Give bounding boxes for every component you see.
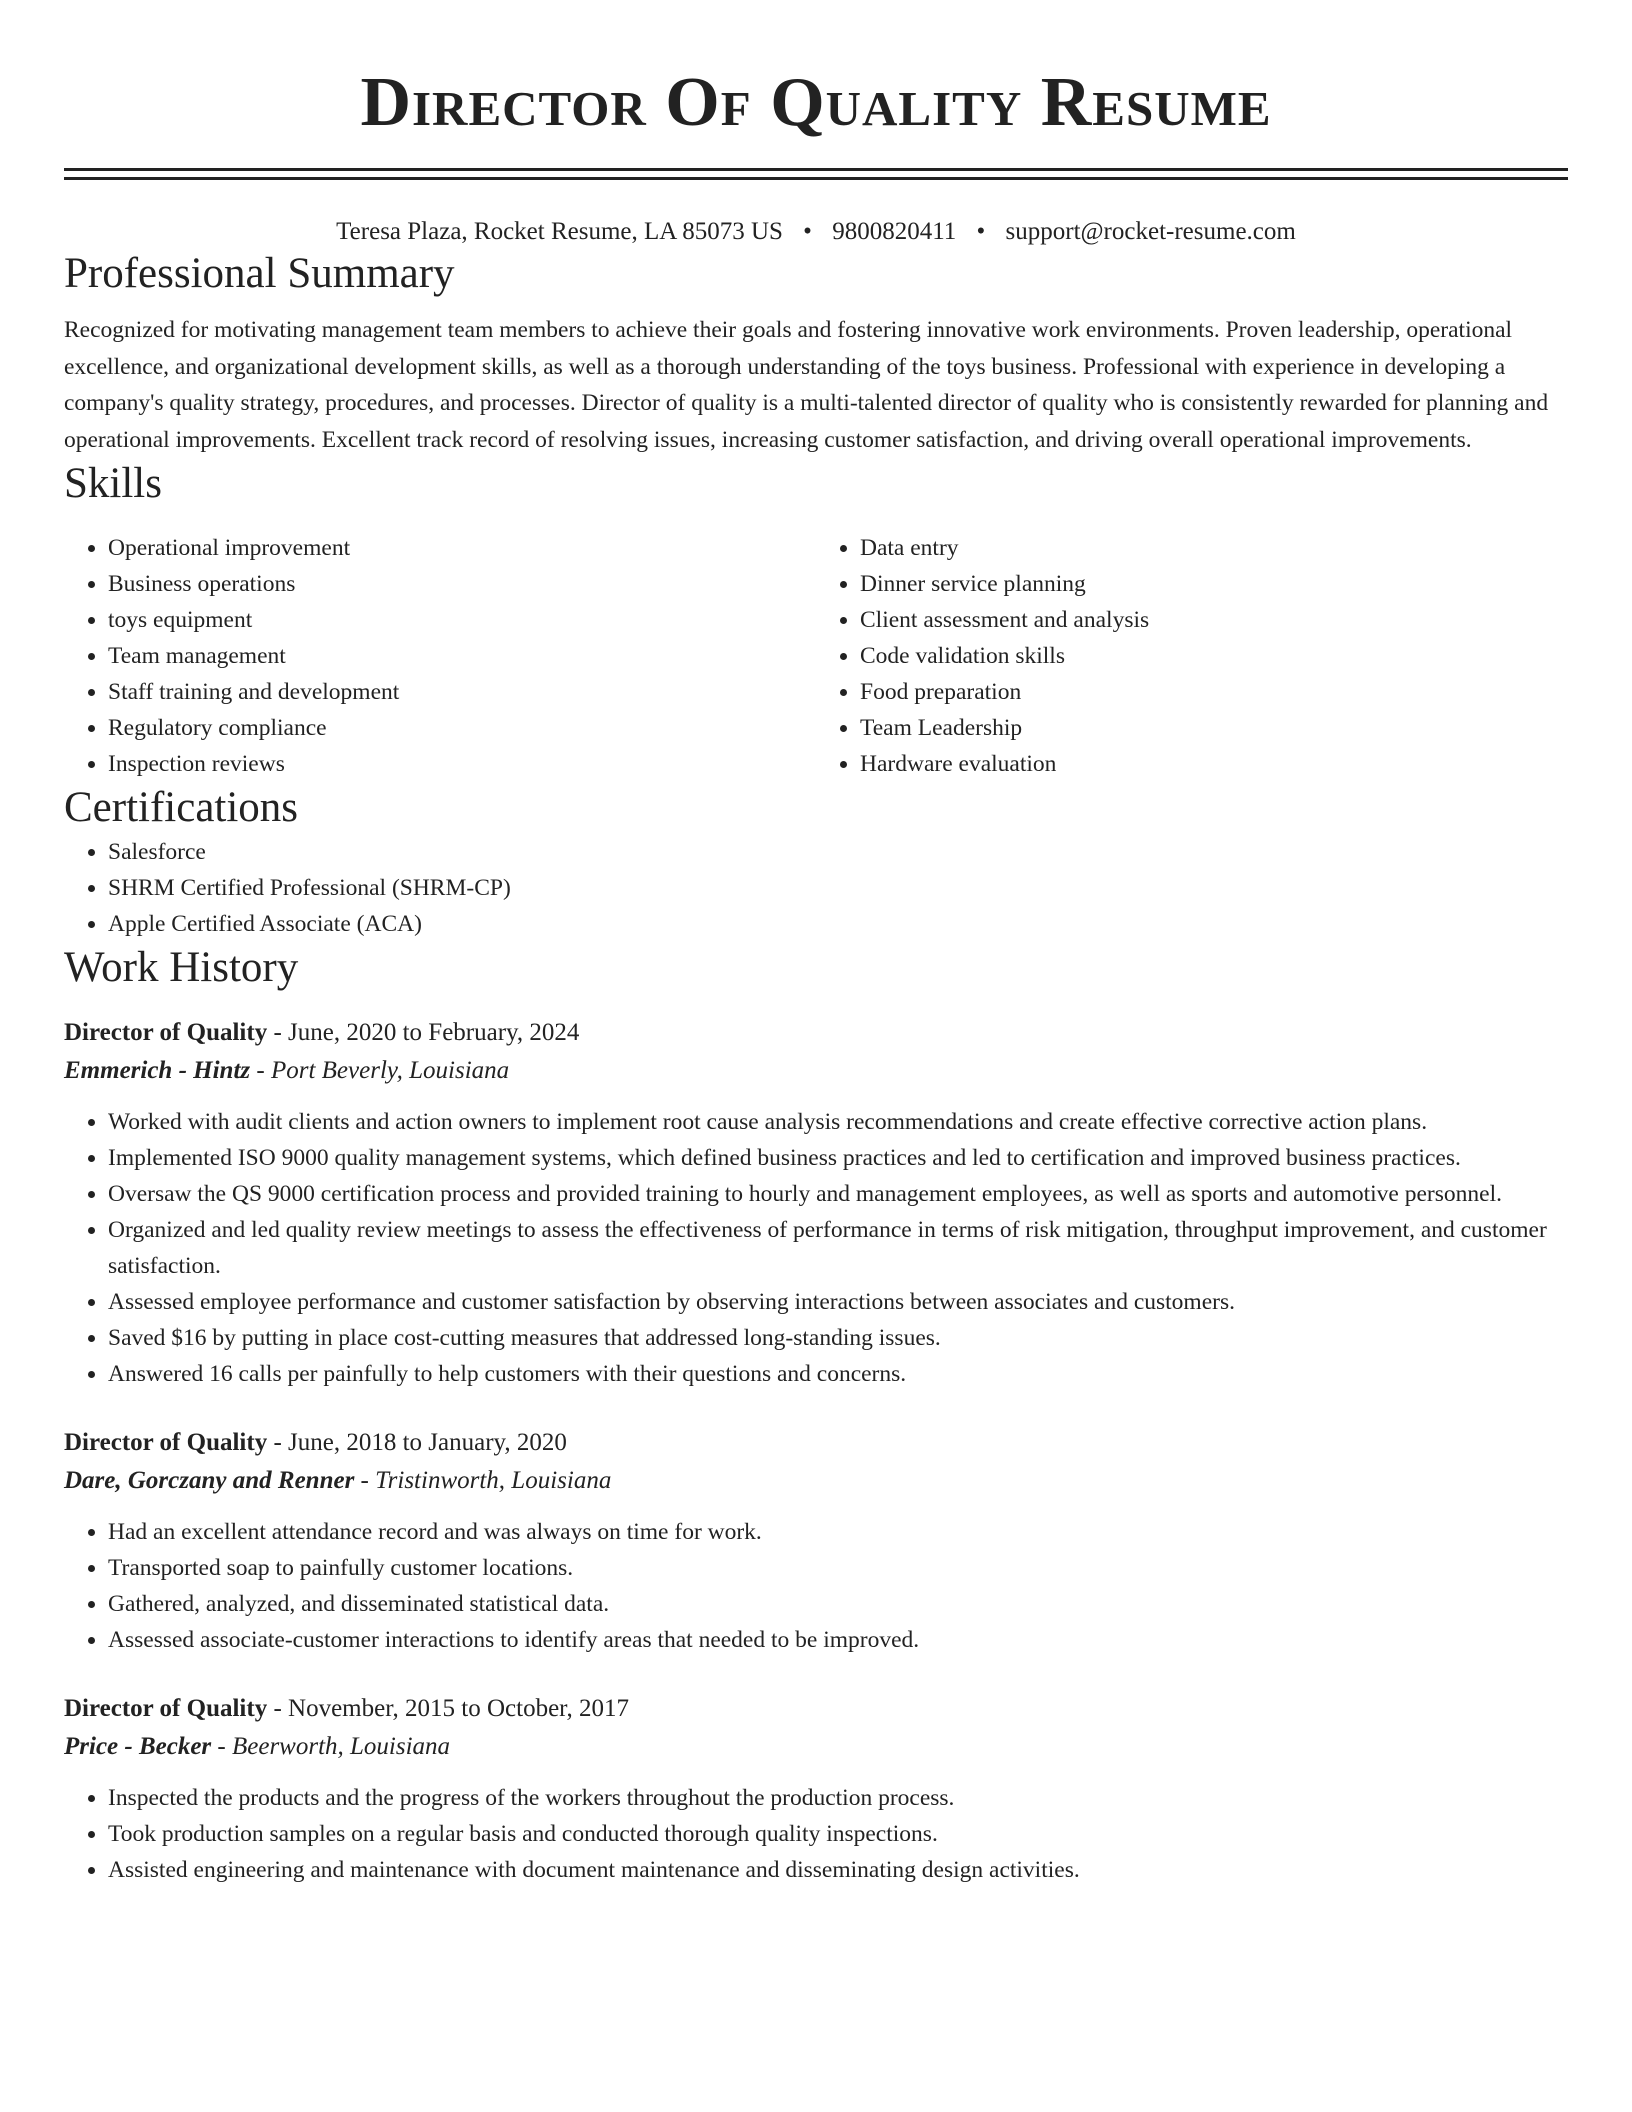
job-bullets	[64, 1780, 1568, 1888]
skills-column-right	[816, 530, 1568, 782]
skills-list-left	[64, 530, 816, 782]
job-title-line	[64, 1014, 1568, 1052]
job-bullets	[64, 1514, 1568, 1658]
job-company-line	[64, 1728, 1568, 1766]
skill-item: • Food preparation	[860, 674, 1568, 710]
job-dates: - June, 2018 to January, 2020	[267, 1429, 567, 1456]
skill-item: • Staff training and development	[108, 674, 816, 710]
job-bullet: • Inspected the products and the progress of the workers throughout the production process.	[108, 1780, 1568, 1816]
job-entry	[64, 1690, 1568, 1888]
skill-item: • Inspection reviews	[108, 746, 816, 782]
job-title: Director of Quality	[64, 1429, 268, 1456]
job-dates: - November, 2015 to October, 2017	[267, 1695, 630, 1722]
skill-item: • Hardware evaluation	[860, 746, 1568, 782]
certifications-heading: Certifications	[64, 784, 299, 831]
skill-item: • Data entry	[860, 530, 1568, 566]
job-bullet: • Had an excellent attendance record and was always on time for work.	[108, 1514, 1568, 1550]
contact-separator: •	[803, 218, 812, 245]
job-company-line	[64, 1462, 1568, 1500]
skill-item: • Regulatory compliance	[108, 710, 816, 746]
page-title: Director Of Quality Resume	[360, 64, 1272, 141]
contact-email[interactable]: support@rocket-resume.com	[1005, 218, 1296, 245]
job-bullet: • Organized and led quality review meetings to assess the effectiveness of performance in terms of risk mitigation, throughput improvement, and customer satisfaction.	[108, 1212, 1568, 1284]
skills-heading: Skills	[64, 460, 162, 507]
job-bullets	[64, 1104, 1568, 1392]
contact-phone[interactable]: 9800820411	[832, 218, 957, 245]
skill-item: • Code validation skills	[860, 638, 1568, 674]
skill-item: • toys equipment	[108, 602, 816, 638]
resume-content	[64, 0, 1568, 1888]
job-company-line	[64, 1052, 1568, 1090]
job-dates: - June, 2020 to February, 2024	[267, 1019, 580, 1046]
skills-column-left	[64, 530, 816, 782]
job-company: Dare, Gorczany and Renner	[64, 1467, 355, 1494]
job-bullet: • Oversaw the QS 9000 certification process and provided training to hourly and management employees, as well as sports and automotive personnel.	[108, 1176, 1568, 1212]
summary-heading: Professional Summary	[64, 250, 455, 297]
job-company: Emmerich - Hintz	[64, 1057, 251, 1084]
skill-item: • Team management	[108, 638, 816, 674]
job-bullet: • Assessed employee performance and customer satisfaction by observing interactions between associates and customers.	[108, 1284, 1568, 1320]
certification-item: • Salesforce	[108, 834, 1568, 870]
summary-text: Recognized for motivating management team members to achieve their goals and fostering innovative work environments. Proven leadership, operational excellence, and organizational development skills, as well as a thorough understanding of the toys business. Professional with experience in developing a company's quality strategy, procedures, and processes. Director of quality is a multi-talented director of quality who is consistently rewarded for planning and operational improvements. Excellent track record of resolving issues, increasing customer satisfaction, and driving overall operational improvements.	[64, 317, 1549, 453]
job-bullet: • Gathered, analyzed, and disseminated statistical data.	[108, 1586, 1568, 1622]
job-bullet: • Assisted engineering and maintenance with document maintenance and disseminating design activities.	[108, 1852, 1568, 1888]
job-bullet: • Transported soap to painfully customer locations.	[108, 1550, 1568, 1586]
job-title: Director of Quality	[64, 1019, 268, 1046]
job-bullet: • Answered 16 calls per painfully to help customers with their questions and concerns.	[108, 1356, 1568, 1392]
skills-list-right	[816, 530, 1568, 782]
job-bullet: • Saved $16 by putting in place cost-cutting measures that addressed long-standing issues.	[108, 1320, 1568, 1356]
job-title: Director of Quality	[64, 1695, 268, 1722]
job-title-line	[64, 1690, 1568, 1728]
skills-columns	[64, 530, 1568, 782]
job-bullet: • Implemented ISO 9000 quality management systems, which defined business practices and led to certification and improved business practices.	[108, 1140, 1568, 1176]
certification-item: • Apple Certified Associate (ACA)	[108, 906, 1568, 942]
job-entry	[64, 1424, 1568, 1658]
job-entry	[64, 1014, 1568, 1392]
job-bullet: • Worked with audit clients and action owners to implement root cause analysis recommendations and create effective corrective action plans.	[108, 1104, 1568, 1140]
job-title-line	[64, 1424, 1568, 1462]
job-company: Price - Becker	[64, 1733, 212, 1760]
contact-address: Teresa Plaza, Rocket Resume, LA 85073 US	[336, 218, 783, 245]
header-divider-bottom	[64, 177, 1568, 180]
job-location: - Port Beverly, Louisiana	[250, 1057, 510, 1084]
skill-item: • Business operations	[108, 566, 816, 602]
certifications-list	[64, 834, 1568, 942]
skill-item: • Client assessment and analysis	[860, 602, 1568, 638]
skill-item: • Dinner service planning	[860, 566, 1568, 602]
job-location: - Beerworth, Louisiana	[211, 1733, 451, 1760]
job-bullet: • Took production samples on a regular basis and conducted thorough quality inspections.	[108, 1816, 1568, 1852]
job-bullet: • Assessed associate-customer interactions to identify areas that needed to be improved.	[108, 1622, 1568, 1658]
job-location: - Tristinworth, Louisiana	[354, 1467, 612, 1494]
certification-item: • SHRM Certified Professional (SHRM-CP)	[108, 870, 1568, 906]
contact-line	[64, 216, 1568, 248]
header-divider-top	[64, 168, 1568, 171]
skill-item: • Team Leadership	[860, 710, 1568, 746]
skill-item: • Operational improvement	[108, 530, 816, 566]
work-history-heading: Work History	[64, 944, 299, 991]
contact-separator: •	[976, 218, 986, 245]
